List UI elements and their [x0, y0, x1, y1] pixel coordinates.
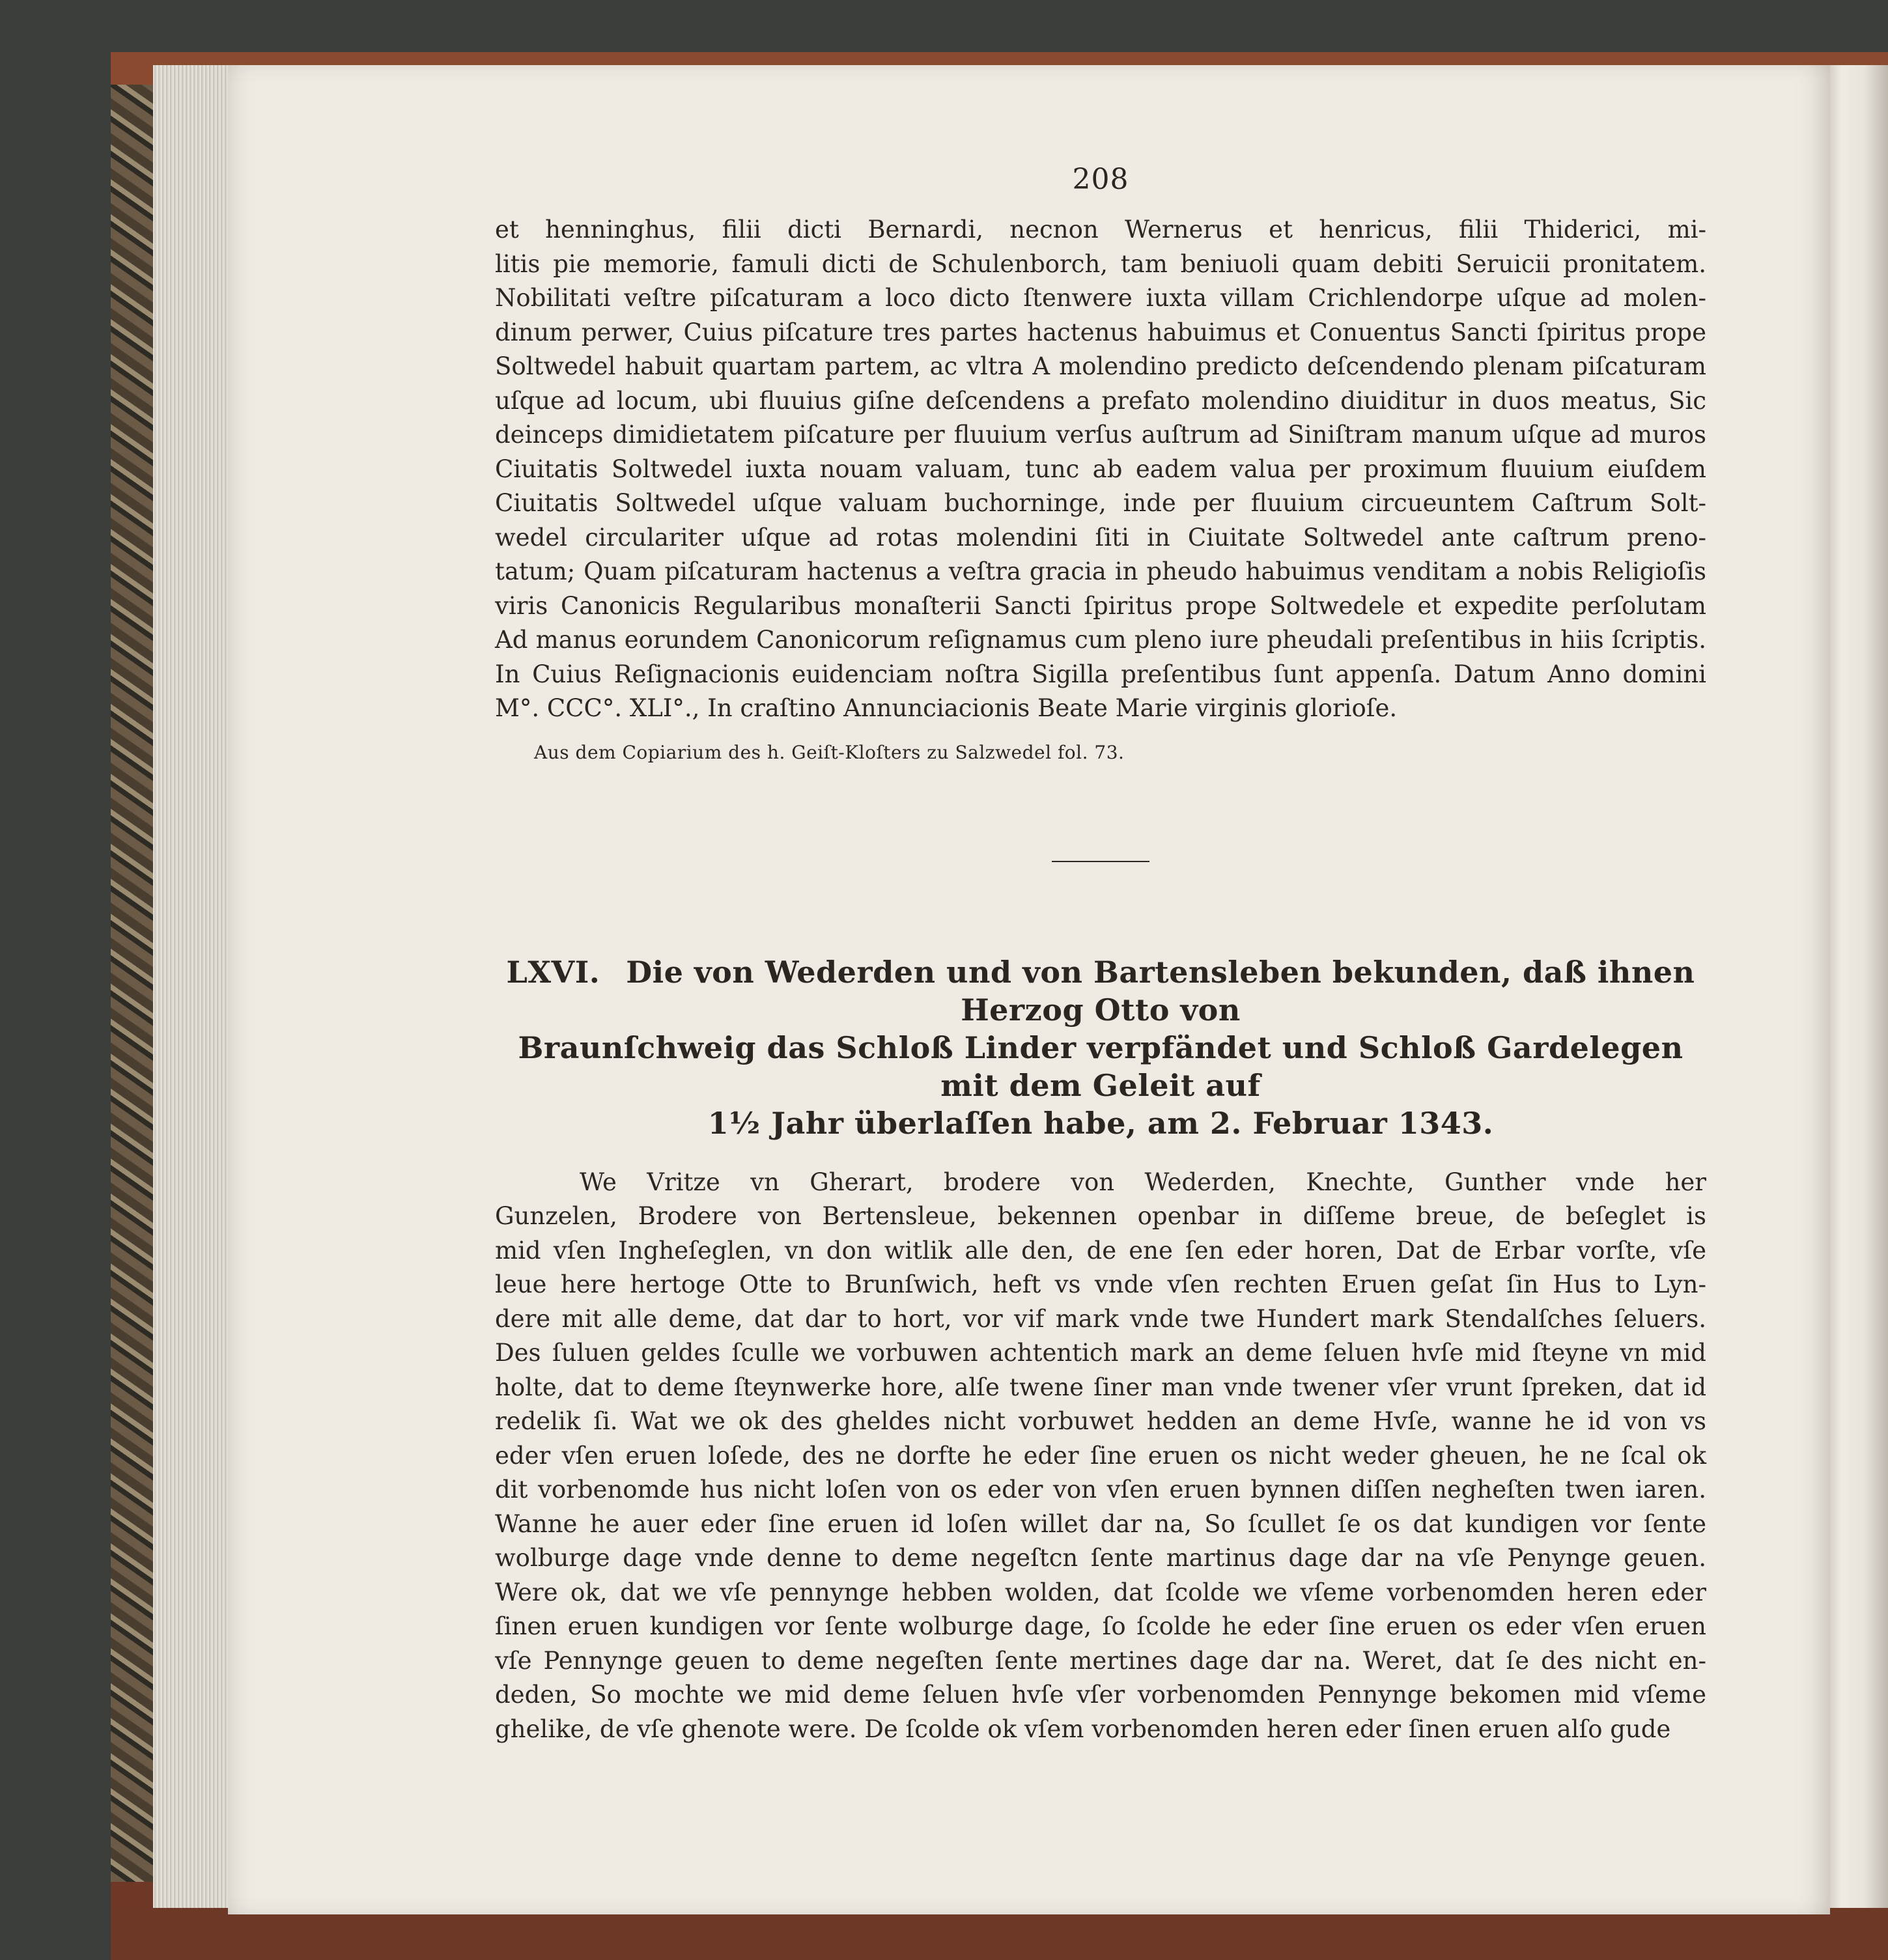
text-line: wedel circulariter uſque ad rotas molendini ſiti in Ciuitate Soltwedel ante caſtrum preno-: [495, 523, 1706, 552]
page-stack-edge: [153, 65, 231, 1908]
text-line: In Cuius Reſignacionis euidenciam noſtra Sigilla preſentibus ſunt appenſa. Datum Anno domini: [495, 660, 1706, 688]
page-gutter: [1830, 65, 1888, 1908]
page-content: [495, 163, 1706, 1746]
text-line: holte, dat to deme ſteynwerke hore, alſe twene ſiner man vnde twener vſer vrunt ſpreken, dat id: [495, 1373, 1706, 1401]
text-line: leue here hertoge Otte to Brunſwich, heft vs vnde vſen rechten Eruen geſat ſin Hus to Lyn-: [495, 1270, 1706, 1298]
charter-text-1: [495, 213, 1706, 726]
heading-text-1: Die von Wederden und von Bartensleben bekunden, daß ihnen Herzog Otto von: [626, 954, 1695, 1028]
heading-line-2: Braunſchweig das Schloß Linder verpfändet und Schloß Gardelegen mit dem Geleit auf: [518, 1029, 1684, 1103]
text-line: dinum perwer, Cuius piſcature tres partes hactenus habuimus et Conuentus Sancti ſpiritus prope: [495, 318, 1706, 346]
text-line: Ad manus eorundem Canonicorum reſignamus cum pleno iure pheudali preſentibus in hiis ſcriptis.: [495, 626, 1706, 654]
text-line: Gunzelen, Brodere von Bertensleue, bekennen openbar in diſſeme breue, de beſeglet is: [495, 1202, 1706, 1230]
text-line: dere mit alle deme, dat dar to hort, vor vif mark vnde twe Hundert mark Stendalſches ſeluers.: [495, 1304, 1706, 1333]
heading-line-1: [495, 953, 1706, 1029]
text-line: ſinen eruen kundigen vor ſente wolburge dage, ſo ſcolde he eder ſine eruen os eder vſen eruen: [495, 1612, 1706, 1640]
charter-heading: [495, 953, 1706, 1142]
text-line: eder vſen eruen loſede, des ne dorfte he eder ſine eruen os nicht weder gheuen, he ne ſcal ok: [495, 1441, 1706, 1470]
text-line: Ciuitatis Soltwedel uſque valuam buchorninge, inde per fluuium circueuntem Caſtrum Solt-: [495, 489, 1706, 517]
marbled-page-edge: [111, 85, 156, 1882]
text-line: Ciuitatis Soltwedel iuxta nouam valuam, tunc ab eadem valua per proximum fluuium eiuſdem: [495, 455, 1706, 483]
text-line: vſe Pennynge geuen to deme negeſten ſente mertines dage dar na. Weret, dat ſe des nicht en-: [495, 1646, 1706, 1675]
text-line: Soltwedel habuit quartam partem, ac vltra A molendino predicto deſcendendo plenam piſcaturam: [495, 352, 1706, 380]
text-line: litis pie memorie, famuli dicti de Schulenborch, tam beniuoli quam debiti Seruicii pronitatem.: [495, 249, 1706, 278]
page-number: 208: [1072, 163, 1129, 196]
text-line: redelik ſi. Wat we ok des gheldes nicht vorbuwet hedden an deme Hvſe, wanne he id von vs: [495, 1407, 1706, 1435]
text-line: Des ſuluen geldes ſculle we vorbuwen achtentich mark an deme ſeluen hvſe mid ſteyne vn mid: [495, 1339, 1706, 1367]
text-line: tatum; Quam piſcaturam hactenus a veſtra gracia in pheudo habuimus venditam a nobis Religioſis: [495, 557, 1706, 585]
charter-text-2: [495, 1166, 1706, 1747]
text-line: et henninghus, filii dicti Bernardi, necnon Wernerus et henricus, filii Thiderici, mi-: [495, 216, 1706, 244]
text-line: mid vſen Ingheſeglen, vn don witlik alle den, de ene ſen eder horen, Dat de Erbar vorſte, vſe: [495, 1236, 1706, 1265]
text-line: ghelike, de vſe ghenote were. De ſcolde ok vſem vorbenomden heren eder ſinen eruen alſo gude: [495, 1715, 1671, 1743]
text-line: wolburge dage vnde denne to deme negeſtcn ſente martinus dage dar na vſe Penynge geuen.: [495, 1544, 1706, 1572]
section-divider: [1052, 861, 1149, 862]
text-line: viris Canonicis Regularibus monaſterii Sancti ſpiritus prope Soltwedele et expedite perſolutam: [495, 591, 1706, 620]
text-line: We Vritze vn Gherart, brodere von Wederden, Knechte, Gunther vnde her: [580, 1168, 1706, 1196]
text-line: dit vorbenomde hus nicht loſen von os eder von vſen eruen bynnen diſſen negheſten twen iaren.: [495, 1476, 1706, 1504]
charter-number: LXVI.: [506, 954, 600, 990]
text-line: Wanne he auer eder ſine eruen id loſen willet dar na, So ſcullet ſe os dat kundigen vor ſente: [495, 1509, 1706, 1538]
text-line: Nobilitati veſtre piſcaturam a loco dicto ſtenwere iuxta villam Crichlendorpe uſque ad molen-: [495, 284, 1706, 312]
text-line: deinceps dimidietatem piſcature per fluuium verſus auſtrum ad Siniſtram manum uſque ad muros: [495, 421, 1706, 449]
text-line: M°. CCC°. XLI°., In craſtino Annunciacionis Beate Marie virginis glorioſe.: [495, 694, 1398, 722]
text-line: Were ok, dat we vſe pennynge hebben wolden, dat ſcolde we vſeme vorbenomden heren eder: [495, 1578, 1706, 1606]
text-line: uſque ad locum, ubi fluuius giſne deſcendens a prefato molendino diuiditur in duos meatus, Sic: [495, 386, 1706, 415]
text-line: deden, So mochte we mid deme ſeluen hvſe vſer vorbenomden Pennynge bekomen mid vſeme: [495, 1681, 1706, 1709]
source-citation: Aus dem Copiarium des h. Geiſt-Kloſters zu Salzwedel fol. 73.: [534, 741, 1125, 763]
heading-line-3: 1½ Jahr überlaſſen habe, am 2. Februar 1343.: [707, 1105, 1494, 1141]
